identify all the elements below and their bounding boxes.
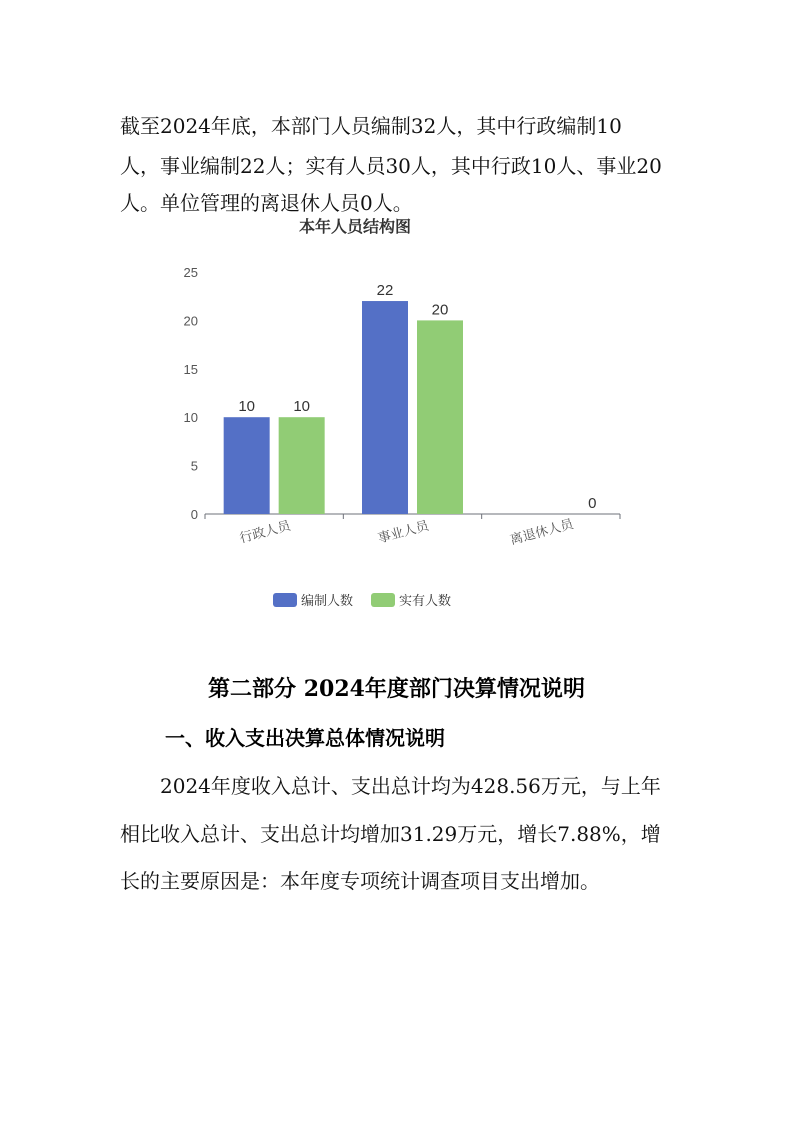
paragraph2-line3: 长的主要原因是：本年度专项统计调查项目支出增加。 [120,869,600,893]
paragraph1-line3: 人。单位管理的离退休人员0人。 [120,191,413,215]
legend-label: 编制人数 [301,593,354,608]
paragraph1-line1: 截至2024年底，本部门人员编制32人，其中行政编制10 [120,114,622,138]
y-tick-label: 0 [190,507,198,522]
part-two-heading: 第二部分 2024年度部门决算情况说明 [208,676,585,702]
y-tick-label: 5 [190,458,198,474]
legend-label: 实有人数 [399,593,452,608]
paragraph2-line1: 2024年度收入总计、支出总计均为428.56万元，与上年 [160,774,661,798]
x-category-label: 事业人员 [376,517,431,546]
y-tick-label: 25 [183,265,198,280]
paragraph1-line2: 人，事业编制22人；实有人员30人，其中行政10人、事业20 [120,154,662,178]
section-one-heading: 一、收入支出决算总体情况说明 [165,726,445,750]
data-label: 20 [431,301,449,319]
paragraph2-line2: 相比收入总计、支出总计均增加31.29万元，增长7.88%，增 [120,822,661,846]
data-label: 0 [588,495,597,512]
legend-swatch [273,593,297,607]
x-category-label: 行政人员 [237,517,293,546]
data-label: 10 [238,398,256,416]
y-tick-label: 10 [183,410,198,426]
bar-authorized [224,417,270,514]
personnel-structure-chart [160,210,640,630]
legend-swatch [371,593,395,607]
bar-actual [417,320,463,514]
y-tick-label: 20 [183,313,198,329]
bar-actual [279,417,325,514]
data-label: 10 [293,398,311,416]
bar-authorized [362,301,408,514]
chart-title: 本年人员结构图 [298,219,412,236]
x-category-label: 离退休人员 [508,515,576,548]
data-label: 22 [376,282,394,300]
y-tick-label: 15 [183,361,198,377]
